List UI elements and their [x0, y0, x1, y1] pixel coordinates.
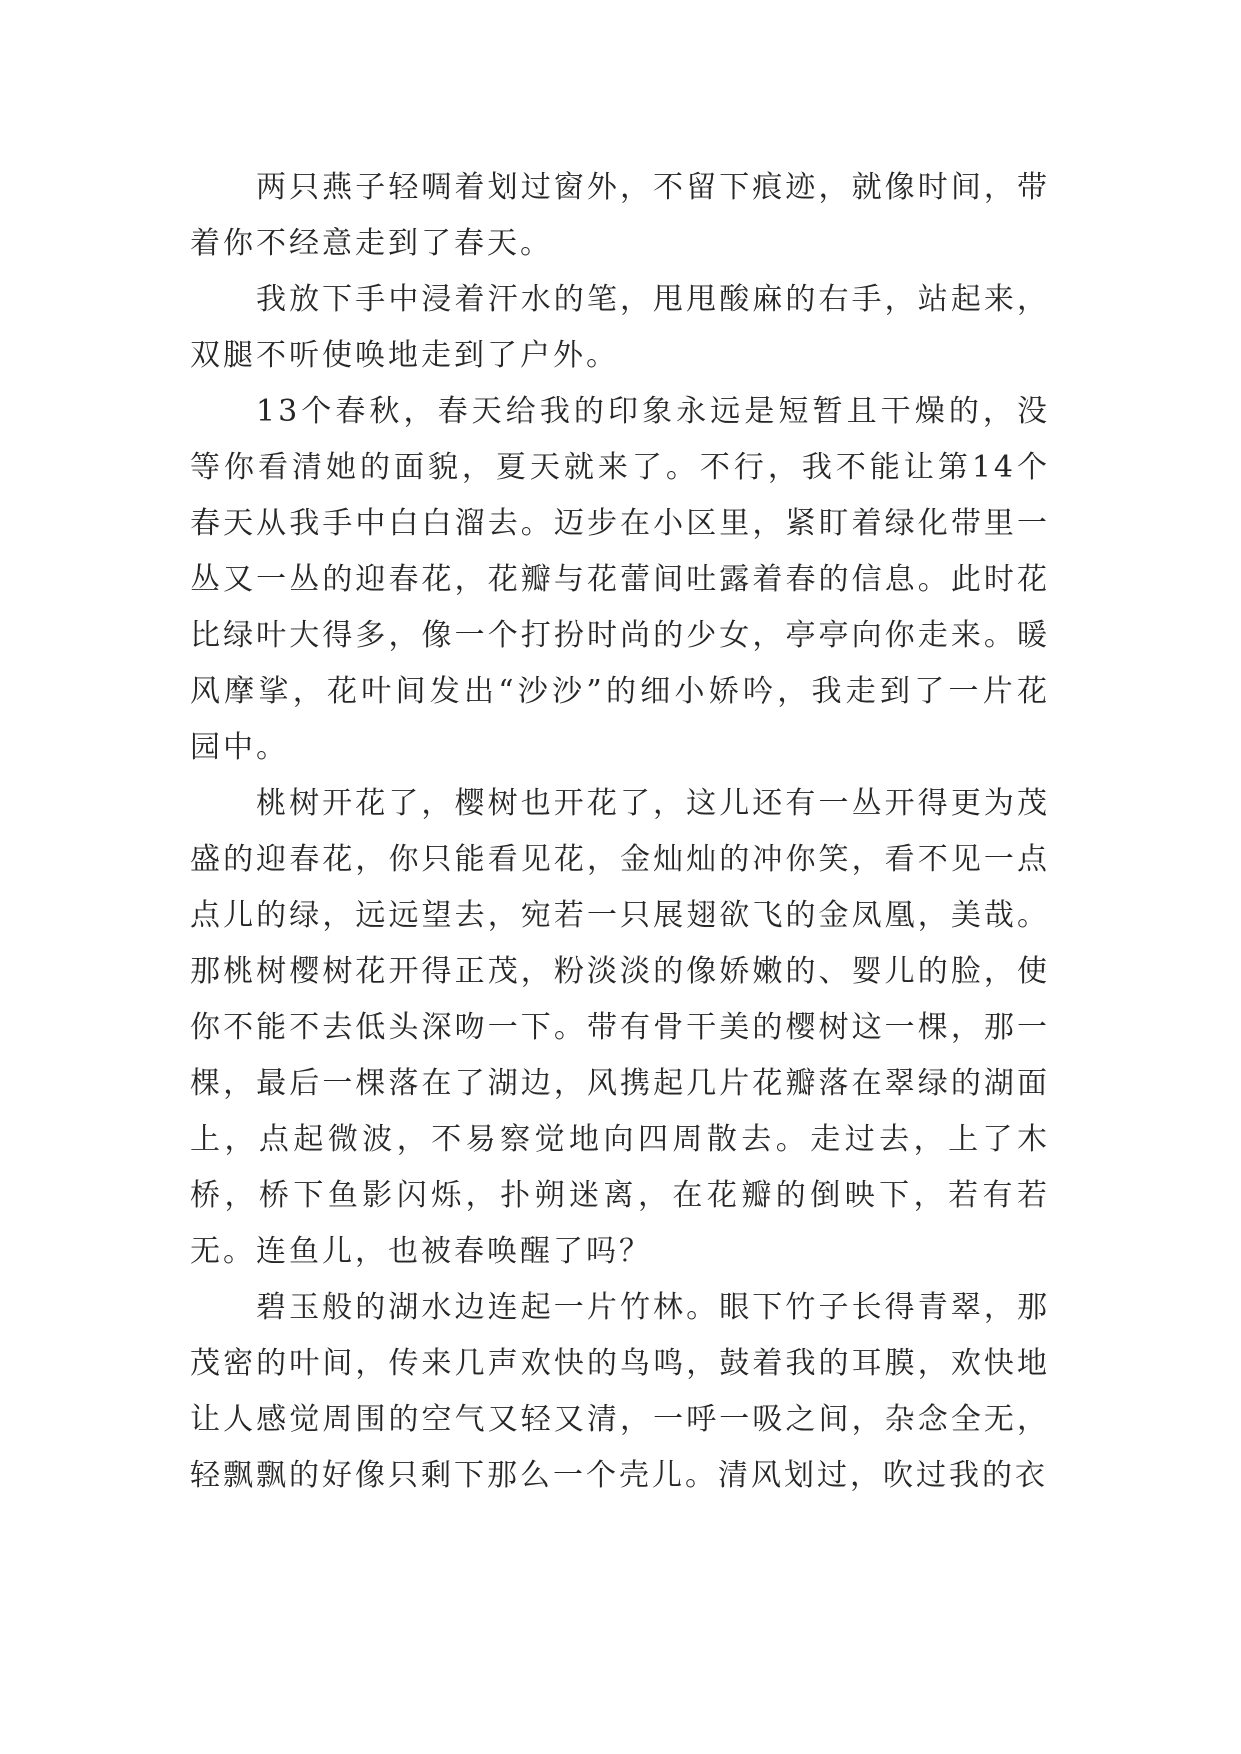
paragraph-3: 13个春秋，春天给我的印象永远是短暂且干燥的，没等你看清她的面貌，夏天就来了。不行，我不能让第14个春天从我手中白白溜去。迈步在小区里，紧盯着绿化带里一丛又一丛的迎春花，花瓣与花蕾间吐露着春的信息。此时花比绿叶大得多，像一个打扮时尚的少女，亭亭向你走来。暖风摩挲，花叶间发出“沙沙”的细小娇吟，我走到了一片花园中。	[190, 394, 1050, 765]
paragraph-4: 桃树开花了，樱树也开花了，这儿还有一丛开得更为茂盛的迎春花，你只能看见花，金灿灿的冲你笑，看不见一点点儿的绿，远远望去，宛若一只展翅欲飞的金凤凰，美哉。那桃树樱树花开得正茂，粉淡淡的像娇嫩的、婴儿的脸，使你不能不去低头深吻一下。带有骨干美的樱树这一棵，那一棵，最后一棵落在了湖边，风携起几片花瓣落在翠绿的湖面上，点起微波，不易察觉地向四周散去。走过去，上了木桥，桥下鱼影闪烁，扑朔迷离，在花瓣的倒映下，若有若无。连鱼儿，也被春唤醒了吗？	[190, 786, 1050, 1269]
article-body	[190, 160, 1050, 1504]
paragraph-1: 两只燕子轻啁着划过窗外，不留下痕迹，就像时间，带着你不经意走到了春天。	[190, 170, 1050, 261]
paragraph-5: 碧玉般的湖水边连起一片竹林。眼下竹子长得青翠，那茂密的叶间，传来几声欢快的鸟鸣，鼓着我的耳膜，欢快地让人感觉周围的空气又轻又清，一呼一吸之间，杂念全无，轻飘飘的好像只剩下那么一个壳儿。清风划过，吹过我的衣	[190, 1290, 1050, 1493]
paragraph-2: 我放下手中浸着汗水的笔，甩甩酸麻的右手，站起来，双腿不听使唤地走到了户外。	[190, 282, 1050, 373]
